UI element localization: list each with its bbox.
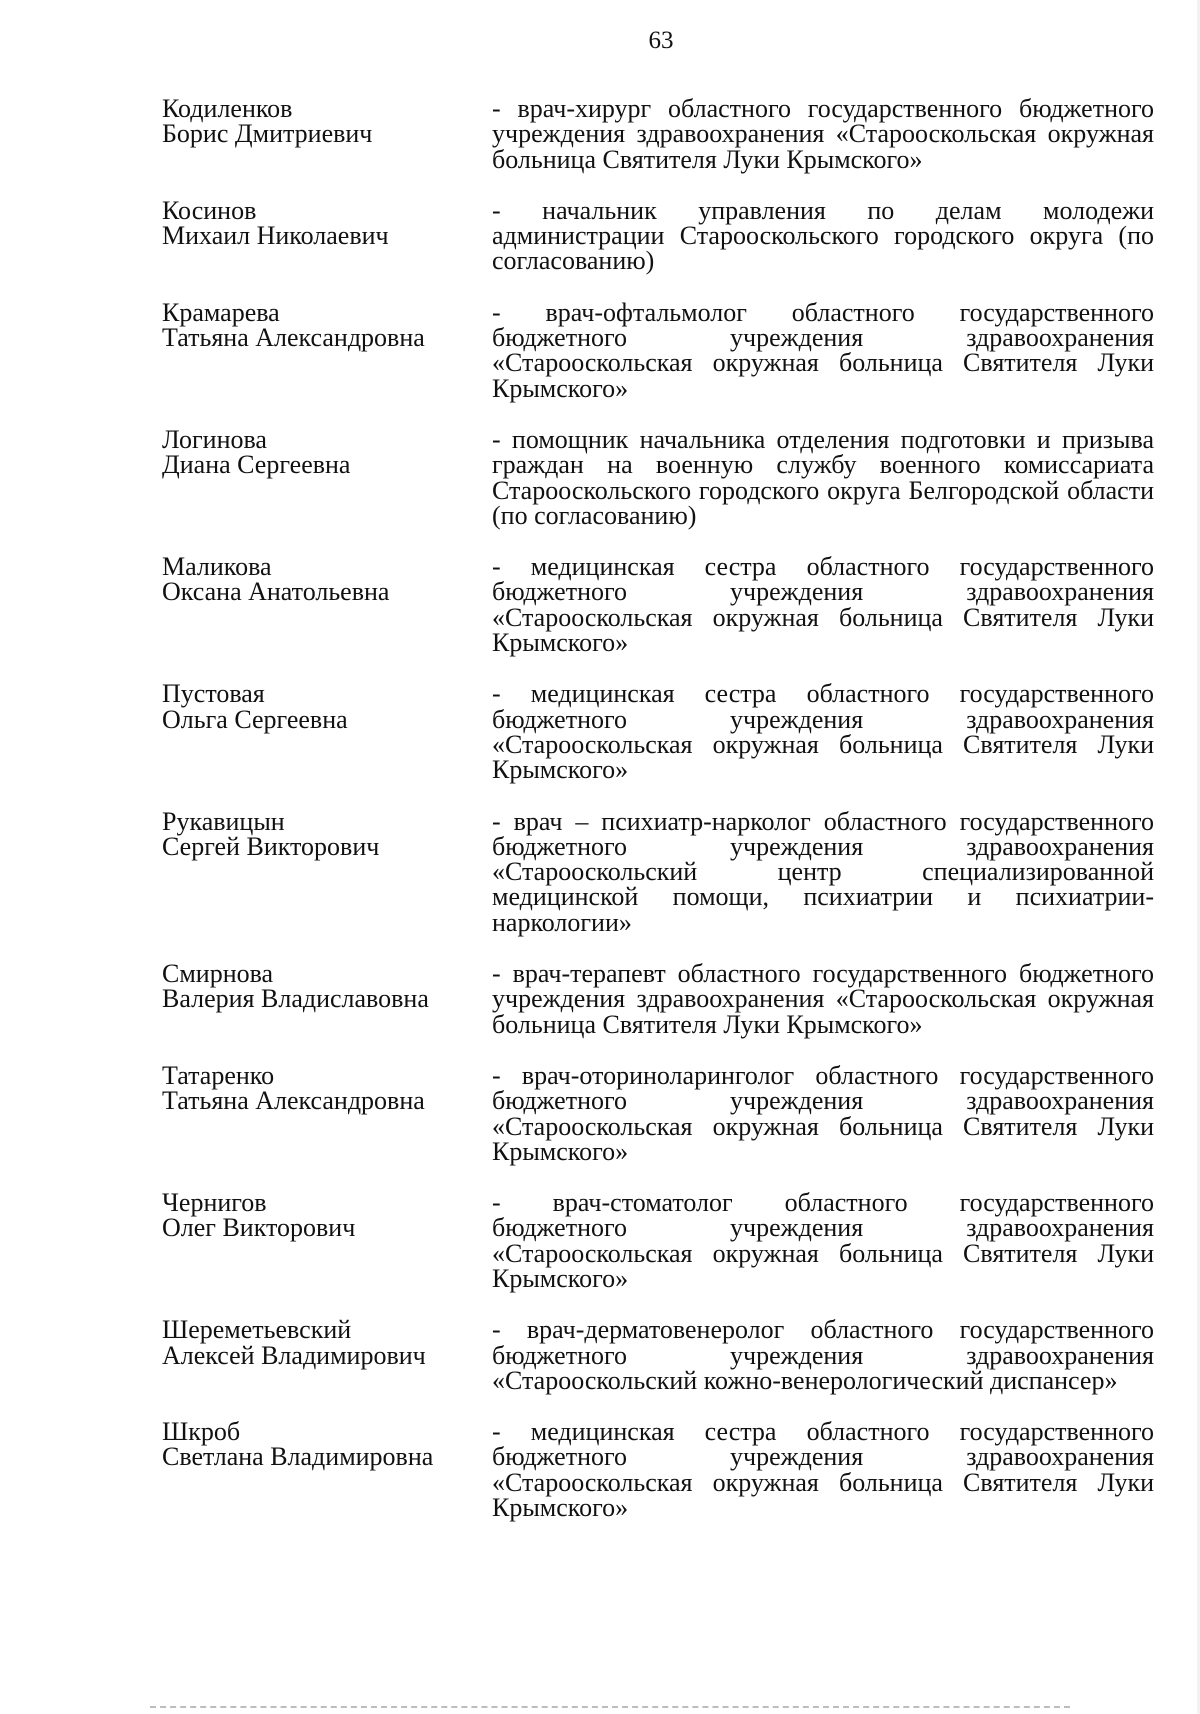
list-item	[162, 96, 1154, 172]
given-names: Ольга Сергеевна	[162, 704, 348, 734]
surname: Рукавицын	[162, 806, 285, 836]
position-description: - врач-оториноларинголог областного государственного бюджетного учреждения здравоохранения «Старооскольская окружная больница Святителя Луки Крымского»	[492, 1060, 1154, 1166]
list-item	[162, 1190, 1154, 1291]
position-description: - медицинская сестра областного государственного бюджетного учреждения здравоохранения «Старооскольская окружная больница Святителя Луки Крымского»	[492, 1417, 1154, 1523]
list-item	[162, 806, 1154, 937]
surname: Шереметьевский	[162, 1315, 352, 1345]
given-names: Олег Викторович	[162, 1213, 356, 1243]
surname: Смирнова	[162, 959, 274, 989]
position-description: - начальник управления по делам молодежи администрации Старооскольского городского округа (по согласованию)	[492, 195, 1154, 276]
person-name	[162, 1419, 492, 1470]
person-name	[162, 806, 492, 861]
person-name	[162, 424, 492, 480]
person-name	[162, 96, 492, 147]
member-list	[162, 94, 1154, 1523]
given-names: Алексей Владимирович	[162, 1340, 426, 1370]
list-item	[162, 1317, 1154, 1393]
position-description: - медицинская сестра областного государственного бюджетного учреждения здравоохранения «Старооскольская окружная больница Святителя Луки Крымского»	[492, 679, 1154, 785]
scan-artifact-line	[150, 1706, 1070, 1708]
person-name	[162, 1190, 492, 1241]
surname: Крамарева	[162, 297, 280, 327]
surname: Шкроб	[162, 1417, 241, 1447]
surname: Кодиленков	[162, 94, 293, 123]
surname: Татаренко	[162, 1060, 275, 1090]
person-name	[162, 961, 492, 1012]
position-description: - врач-хирург областного государственного бюджетного учреждения здравоохранения «Старооскольская окружная больница Святителя Луки Крымского»	[492, 94, 1154, 174]
given-names: Татьяна Александровна	[162, 323, 425, 353]
position-description: - медицинская сестра областного государственного бюджетного учреждения здравоохранения «Старооскольская окружная больница Святителя Луки Крымского»	[492, 552, 1154, 658]
list-item	[162, 679, 1154, 785]
given-names: Сергей Викторович	[162, 831, 380, 861]
surname: Логинова	[162, 424, 267, 454]
list-item	[162, 297, 1154, 403]
given-names: Светлана Владимировна	[162, 1442, 434, 1472]
surname: Чернигов	[162, 1188, 267, 1218]
position-description: - врач-дерматовенеролог областного государственного бюджетного учреждения здравоохранения «Старооскольский кожно-венерологический диспансер»	[492, 1315, 1154, 1395]
person-name	[162, 1060, 492, 1116]
surname: Маликова	[162, 552, 272, 582]
page-number: 63	[648, 27, 674, 54]
list-item	[162, 961, 1154, 1037]
person-name	[162, 681, 492, 732]
surname: Пустовая	[162, 679, 265, 709]
given-names: Диана Сергеевна	[162, 450, 351, 480]
given-names: Татьяна Александровна	[162, 1086, 425, 1116]
person-name	[162, 297, 492, 353]
given-names: Михаил Николаевич	[162, 221, 389, 251]
position-description: - врач-стоматолог областного государственного бюджетного учреждения здравоохранения «Старооскольская окружная больница Святителя Луки Крымского»	[492, 1188, 1154, 1293]
list-item	[162, 195, 1154, 276]
surname: Косинов	[162, 195, 257, 225]
position-description: - помощник начальника отделения подготовки и призыва граждан на военную службу военного комиссариата Старооскольского городского округа Белгородской области (по согласованию)	[492, 424, 1154, 530]
position-description: - врач-офтальмолог областного государственного бюджетного учреждения здравоохранения «Старооскольская окружная больница Святителя Луки Крымского»	[492, 297, 1154, 403]
given-names: Оксана Анатольевна	[162, 577, 390, 607]
person-name	[162, 1317, 492, 1368]
person-name	[162, 195, 492, 251]
list-item	[162, 1417, 1154, 1523]
position-description: - врач-терапевт областного государственного бюджетного учреждения здравоохранения «Старооскольская окружная больница Святителя Луки Крымского»	[492, 959, 1154, 1039]
given-names: Валерия Владиславовна	[162, 984, 429, 1014]
list-item	[162, 552, 1154, 658]
list-item	[162, 424, 1154, 530]
given-names: Борис Дмитриевич	[162, 119, 373, 149]
list-item	[162, 1060, 1154, 1166]
position-description: - врач – психиатр-нарколог областного государственного бюджетного учреждения здравоохранения «Старооскольский центр специализированной медицинской помощи, психиатрии и психиатрии-наркологии»	[492, 806, 1154, 937]
person-name	[162, 554, 492, 605]
